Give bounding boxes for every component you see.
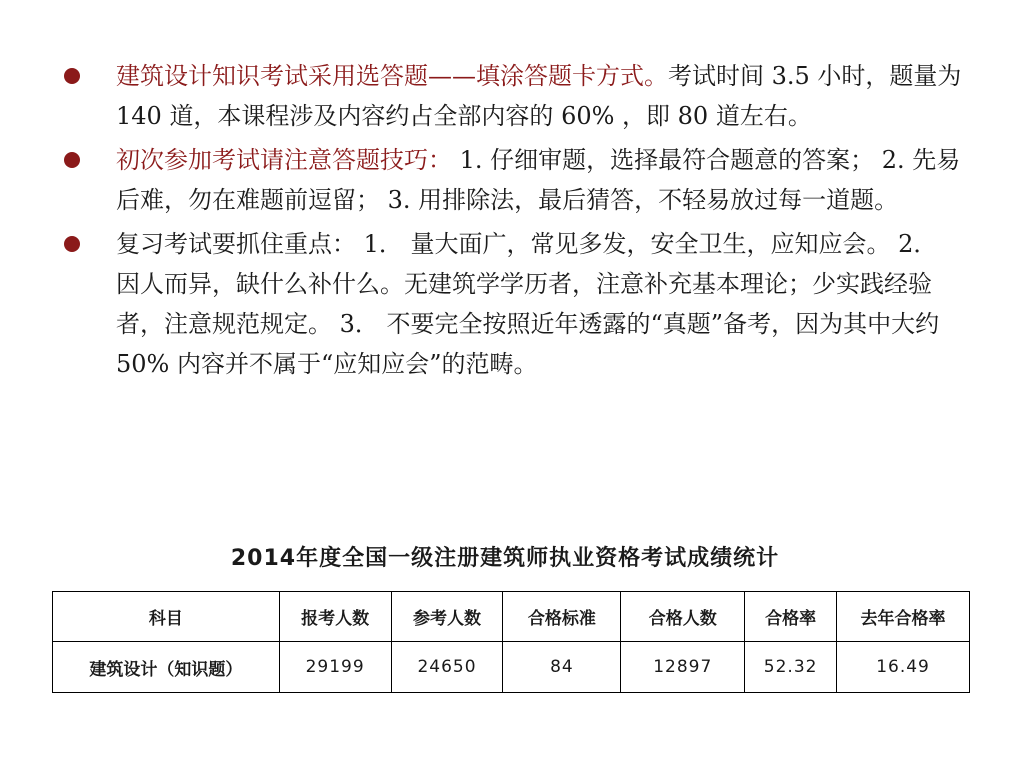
bullet-list (62, 56, 972, 388)
bullet-highlight: 建筑设计知识考试采用选答题——填涂答题卡方式。 (116, 62, 668, 90)
header-pass-rate: 合格率 (745, 592, 837, 642)
table-title: 2014年度全国一级注册建筑师执业资格考试成绩统计 (230, 546, 780, 571)
bullet-text: 复习考试要抓住重点： 1． 量大面广，常见多发，安全卫生，应知应会。 2． 因人而异，缺什么补什么。无建筑学学历者，注意补充基本理论；少实践经验者，注意规范规定。 3． 不要完全按照近年透露的“真题”备考，因为其中大约 50% 内容并不属于“应知应会”的范畴。 (116, 230, 940, 378)
table-row (53, 642, 970, 693)
header-applicants: 报考人数 (279, 592, 391, 642)
cell-subject: 建筑设计（知识题） (53, 642, 280, 693)
cell-applicants: 29199 (279, 642, 391, 693)
header-pass-standard: 合格标准 (503, 592, 621, 642)
header-last-year-rate: 去年合格率 (837, 592, 970, 642)
bullet-text: 1. 仔细审题，选择最符合题意的答案； 2. 先易后难，勿在难题前逗留； 3. 用排除法，最后猜答，不轻易放过每一道题。 (116, 146, 961, 214)
stats-table (52, 591, 970, 693)
bullet-highlight: 初次参加考试请注意答题技巧： (116, 146, 452, 174)
cell-participants: 24650 (391, 642, 503, 693)
bullet-dot-icon (64, 236, 80, 252)
bullet-item (62, 140, 972, 220)
bullet-item (62, 224, 972, 384)
cell-pass-standard: 84 (503, 642, 621, 693)
header-participants: 参考人数 (391, 592, 503, 642)
bullet-text: 考试时间 3.5 小时，题量为 140 道，本课程涉及内容约占全部内容的 60% ，即 80 道左右。 (116, 62, 962, 130)
table-header-row (53, 592, 970, 642)
header-pass-count: 合格人数 (621, 592, 745, 642)
cell-pass-rate: 52.32 (745, 642, 837, 693)
cell-last-year-rate: 16.49 (837, 642, 970, 693)
cell-pass-count: 12897 (621, 642, 745, 693)
bullet-dot-icon (64, 152, 80, 168)
bullet-item (62, 56, 972, 136)
header-subject: 科目 (53, 592, 280, 642)
bullet-dot-icon (64, 68, 80, 84)
